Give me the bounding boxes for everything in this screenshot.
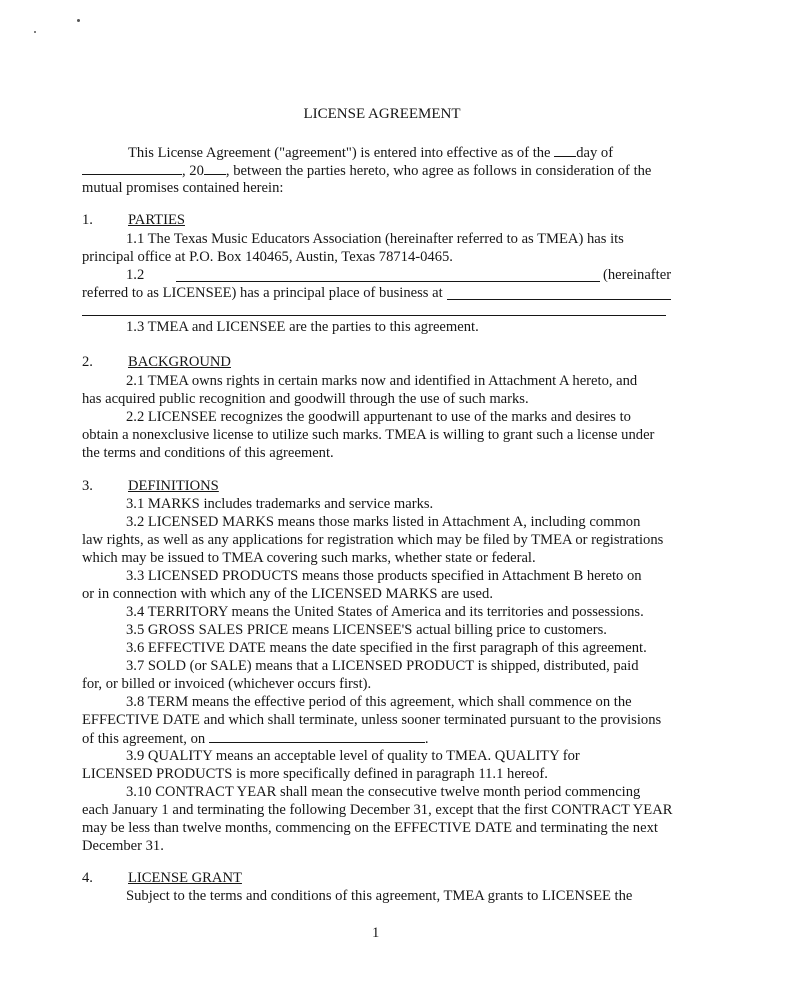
definition-line: 3.5 GROSS SALES PRICE means LICENSEE'S actual billing price to customers. — [126, 622, 607, 638]
intro-line-2: , 20 , between the parties hereto, who agree as follows in consideration of the — [82, 161, 651, 180]
definition-line: 3.8 TERM means the effective period of this agreement, which shall commence on the — [126, 694, 632, 710]
month-blank[interactable] — [82, 161, 182, 175]
definition-line: 3.1 MARKS includes trademarks and service marks. — [126, 496, 434, 512]
license-grant-line: Subject to the terms and conditions of this agreement, TMEA grants to LICENSEE the — [126, 888, 633, 904]
section-4-heading: LICENSE GRANT — [128, 870, 242, 886]
definition-line: 3.4 TERRITORY means the United States of America and its territories and possessions. — [126, 604, 644, 620]
clause-1-1: 1.1 The Texas Music Educators Association (hereinafter referred to as TMEA) has its — [126, 231, 624, 247]
background-line: 2.1 TMEA owns rights in certain marks now and identified in Attachment A hereto, and — [126, 373, 638, 389]
background-line: 2.2 LICENSEE recognizes the goodwill appurtenant to use of the marks and desires to — [126, 409, 631, 425]
section-3-number: 3. — [82, 478, 93, 494]
scan-speck — [34, 31, 36, 33]
licensee-address-blank[interactable] — [447, 299, 671, 300]
term-end-line: of this agreement, on . — [82, 731, 429, 747]
definition-line: which may be issued to TMEA covering such marks, whether state or federal. — [82, 550, 536, 566]
section-2-heading: BACKGROUND — [128, 354, 231, 370]
definition-line: or in connection with which any of the LICENSED MARKS are used. — [82, 586, 493, 602]
definition-line: 3.2 LICENSED MARKS means those marks listed in Attachment A, including common — [126, 514, 641, 530]
definition-line: 3.6 EFFECTIVE DATE means the date specified in the first paragraph of this agreement. — [126, 640, 647, 656]
clause-1-2-number: 1.2 — [126, 267, 145, 283]
definition-line: 3.3 LICENSED PRODUCTS means those products specified in Attachment B hereto on — [126, 568, 642, 584]
clause-1-2-tail: (hereinafter — [603, 267, 672, 283]
definition-line: EFFECTIVE DATE and which shall terminate, unless sooner terminated pursuant to the provisions — [82, 712, 662, 728]
definition-line: each January 1 and terminating the following December 31, except that the first CONTRACT YEAR — [82, 802, 673, 818]
definition-line: 3.7 SOLD (or SALE) means that a LICENSED PRODUCT is shipped, distributed, paid — [126, 658, 639, 674]
definition-line: for, or billed or invoiced (whichever occurs first). — [82, 676, 372, 692]
scan-speck — [77, 19, 80, 22]
background-line: obtain a nonexclusive license to utilize such marks. TMEA is willing to grant such a license under — [82, 427, 655, 443]
licensee-name-blank[interactable] — [176, 281, 600, 282]
definition-line: 3.10 CONTRACT YEAR shall mean the consecutive twelve month period commencing — [126, 784, 641, 800]
clause-1-2-cont: referred to as LICENSEE) has a principal place of business at — [82, 285, 443, 301]
definition-line: law rights, as well as any applications for registration which may be filed by TMEA or registrations — [82, 532, 664, 548]
section-1-heading: PARTIES — [128, 212, 185, 228]
document-title: LICENSE AGREEMENT — [303, 106, 461, 122]
clause-1-1-cont: principal office at P.O. Box 140465, Austin, Texas 78714-0465. — [82, 249, 453, 265]
definition-line: LICENSED PRODUCTS is more specifically defined in paragraph 11.1 hereof. — [82, 766, 548, 782]
background-line: has acquired public recognition and goodwill through the use of such marks. — [82, 391, 529, 407]
definition-line: December 31. — [82, 838, 164, 854]
clause-1-3: 1.3 TMEA and LICENSEE are the parties to this agreement. — [126, 319, 479, 335]
intro-line-3: mutual promises contained herein: — [82, 180, 284, 196]
page-number: 1 — [372, 925, 380, 941]
intro-line-1: This License Agreement ("agreement") is entered into effective as of the day of — [128, 145, 614, 161]
background-line: the terms and conditions of this agreement. — [82, 445, 334, 461]
section-4-number: 4. — [82, 870, 93, 886]
year-blank[interactable] — [204, 161, 226, 175]
definition-line: may be less than twelve months, commencing on the EFFECTIVE DATE and terminating the next — [82, 820, 658, 836]
section-3-heading: DEFINITIONS — [128, 478, 219, 494]
section-1-number: 1. — [82, 212, 93, 228]
day-blank[interactable] — [554, 143, 576, 157]
term-end-date-blank[interactable] — [209, 729, 425, 743]
licensee-address-blank-2[interactable] — [82, 315, 666, 316]
definition-line: 3.9 QUALITY means an acceptable level of quality to TMEA. QUALITY for — [126, 748, 580, 764]
section-2-number: 2. — [82, 354, 93, 370]
